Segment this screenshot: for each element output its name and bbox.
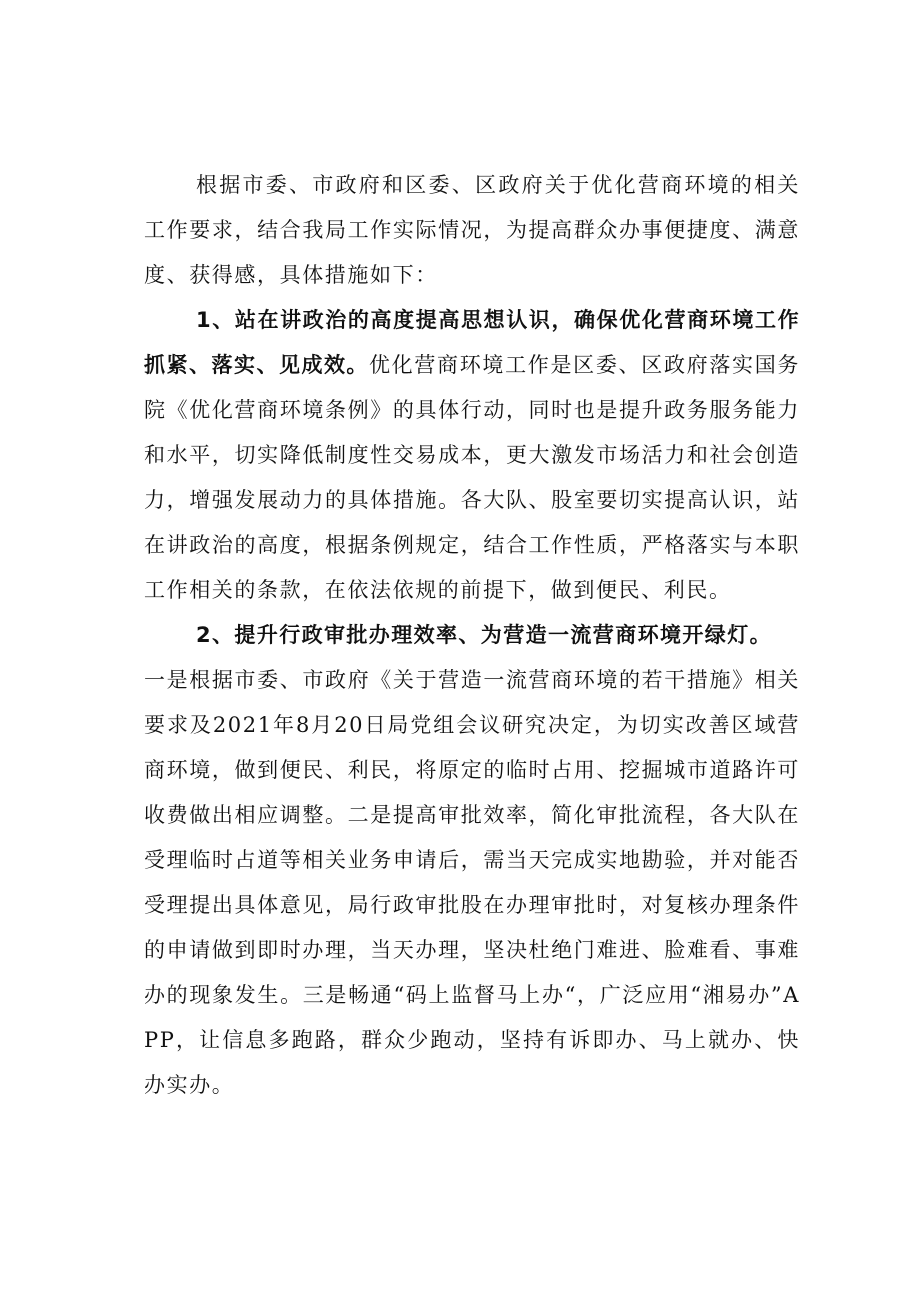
- section-2-paragraph: [144, 613, 800, 1108]
- section-1-text: 优化营商环境工作是区委、区政府落实国务院《优化营商环境条例》的具体行动，同时也是提升政务服务能力和水平，切实降低制度性交易成本，更大激发市场活力和社会创造力，增强发展动力的具体措施。各大队、股室要切实提高认识，站在讲政治的高度，根据条例规定，结合工作性质，严格落实与本职工作相关的条款，在依法依规的前提下，做到便民、利民。: [144, 353, 801, 602]
- section-2-heading: 2、提升行政审批办理效率、为营造一流营商环境开绿灯。: [196, 623, 773, 647]
- section-1-heading: 1、站在讲政治的高度提高思想认识，确保优化营商环境工作抓紧、落实、见成效。: [144, 308, 800, 377]
- document-body: [144, 163, 800, 1108]
- section-2-text: 一是根据市委、市政府《关于营造一流营商环境的若干措施》相关要求及2021年8月20日局党组会议研究决定，为切实改善区域营商环境，做到便民、利民，将原定的临时占用、挖掘城市道路许可收费做出相应调整。二是提高审批效率，简化审批流程，各大队在受理临时占道等相关业务申请后，需当天完成实地勘验，并对能否受理提出具体意见，局行政审批股在办理审批时，对复核办理条件的申请做到即时办理，当天办理，坚决杜绝门难进、脸难看、事难办的现象发生。三是畅通“码上监督马上办“，广泛应用“湘易办”APP，让信息多跑路，群众少跑动，坚持有诉即办、马上就办、快办实办。: [144, 668, 800, 1097]
- intro-text: 根据市委、市政府和区委、区政府关于优化营商环境的相关工作要求，结合我局工作实际情况，为提高群众办事便捷度、满意度、获得感，具体措施如下：: [144, 173, 800, 287]
- section-1-paragraph: [144, 298, 800, 613]
- intro-paragraph: [144, 163, 800, 298]
